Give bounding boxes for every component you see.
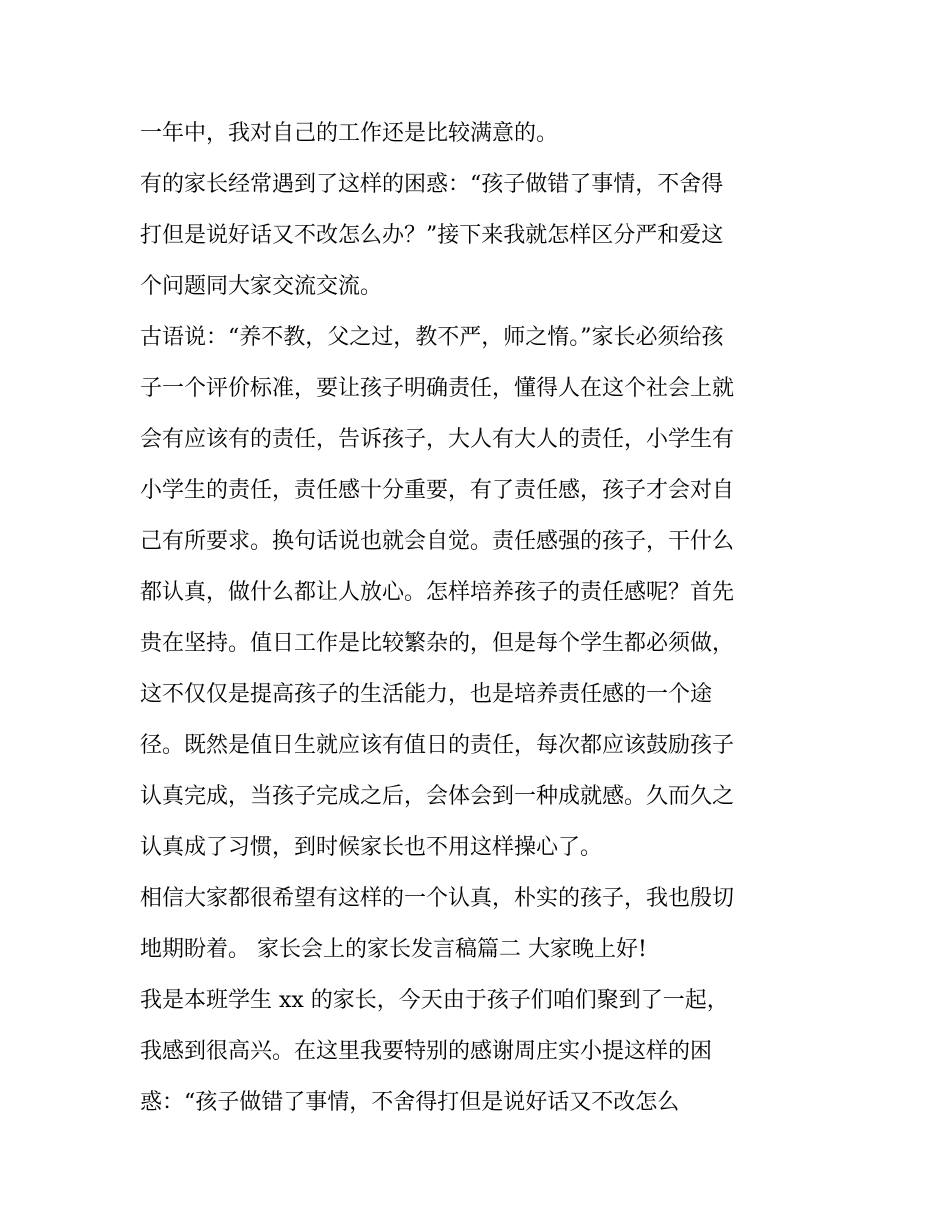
text-line: 这不仅仅是提高孩子的生活能力，也是培养责任感的一个途 [140,682,713,707]
text-line: 己有所要求。换句话说也就会自觉。责任感强的孩子，干什么 [140,529,735,554]
text-line: 会有应该有的责任，告诉孩子，大人有大人的责任，小学生有 [140,427,735,452]
text-line: 都认真，做什么都让人放心。怎样培养孩子的责任感呢？首先 [140,580,735,605]
text-line: 相信大家都很希望有这样的一个认真，朴实的孩子，我也殷切 [140,886,735,911]
text-line: 贵在坚持。值日工作是比较繁杂的，但是每个学生都必须做， [140,631,735,656]
text-line: 认真成了习惯，到时候家长也不用这样操心了。 [140,835,603,860]
text-line: 惑：“孩子做错了事情，不舍得打但是说好话又不改怎么 [140,1090,680,1115]
text-line: 我感到很高兴。在这里我要特别的感谢周庄实小提这样的困 [140,1039,713,1064]
body-text [140,108,820,1128]
text-line: 子一个评价标准，要让孩子明确责任，懂得人在这个社会上就 [140,376,735,401]
text-line: 地期盼着。 家长会上的家长发言稿篇二 大家晚上好! [140,937,647,962]
text-line: 古语说：“养不教，父之过，教不严，师之惰。”家长必须给孩 [140,325,724,350]
text-line: 打但是说好话又不改怎么办？”接下来我就怎样区分严和爱这 [140,223,724,248]
text-line: 个问题同大家交流交流。 [140,274,383,299]
text-line: 有的家长经常遇到了这样的困惑：“孩子做错了事情，不舍得 [140,172,724,197]
text-line: 径。既然是值日生就应该有值日的责任，每次都应该鼓励孩子 [140,733,735,758]
text-line: 认真完成，当孩子完成之后，会体会到一种成就感。久而久之 [140,784,735,809]
text-line: 一年中，我对自己的工作还是比较满意的。 [140,121,559,146]
text-line: 小学生的责任，责任感十分重要，有了责任感，孩子才会对自 [140,478,735,503]
text-line: 我是本班学生 xx 的家长，今天由于孩子们咱们聚到了一起， [140,988,729,1013]
